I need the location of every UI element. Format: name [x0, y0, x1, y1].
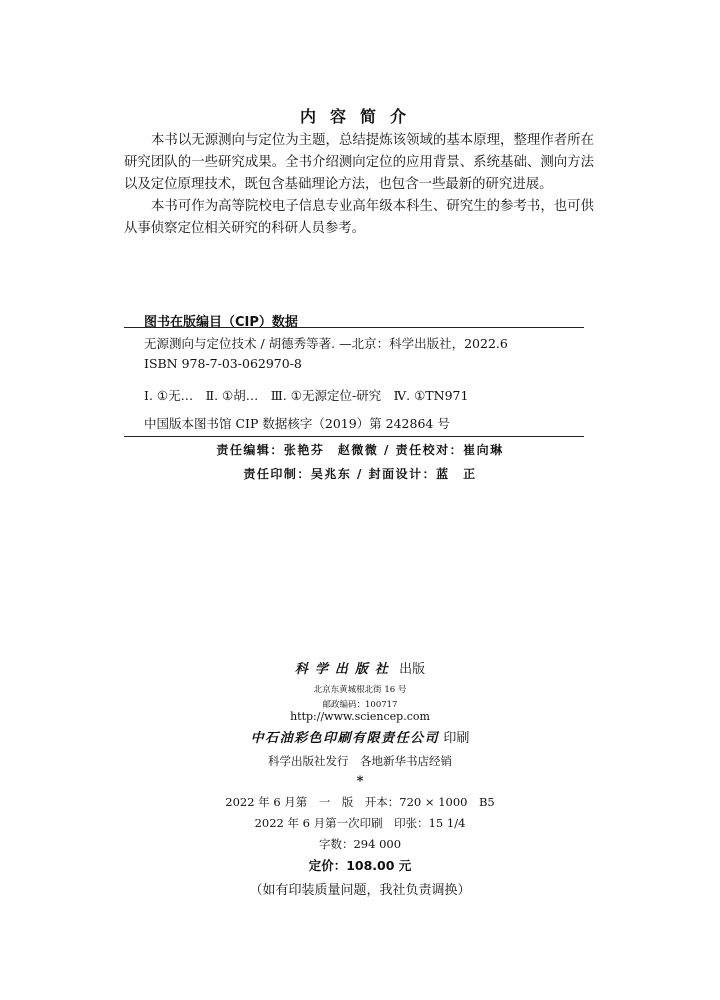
- page-title: 内容简介: [299, 107, 420, 126]
- intro-paragraph: 本书以无源测向与定位为主题，总结提炼该领域的基本原理，整理作者所在研究团队的一些研究成果。全书介绍测向定位的应用背景、系统基础、测向方法以及定位原理技术，既包含基础理论方法，也包含一些最新的研究进展。: [124, 133, 594, 192]
- printing-line: 2022 年 6 月第一次印刷 印张：15 1/4: [254, 816, 466, 830]
- publisher-suffix: 出版: [399, 662, 426, 677]
- publisher-name: 科学出版社: [294, 662, 395, 677]
- quality-notice: （如有印装质量问题，我社负责调换）: [249, 883, 471, 898]
- cip-title-line: 无源测向与定位技术 / 胡德秀等著. —北京：科学出版社，2022.6: [144, 336, 508, 351]
- printer-line: [0, 727, 720, 746]
- cip-isbn-line: ISBN 978-7-03-062970-8: [144, 356, 302, 371]
- publisher-postcode: 邮政编码：100717: [322, 700, 398, 710]
- price-line: 定价：108.00 元: [308, 858, 412, 873]
- intro-paragraph: 本书可作为高等院校电子信息专业高年级本科生、研究生的参考书，也可供从事侦察定位相关研究的科研人员参考。: [124, 199, 594, 236]
- intro-text: [124, 130, 594, 240]
- cip-heading: 图书在版编目（CIP）数据: [144, 315, 298, 330]
- distribution-line: 科学出版社发行 各地新华书店经销: [268, 754, 452, 768]
- editor-credits: 责任编辑：张艳芬 赵微微 / 责任校对：崔向琳: [216, 443, 504, 457]
- edition-line: 2022 年 6 月第 一 版 开本：720 × 1000 B5: [225, 795, 495, 809]
- publisher-address: 北京东黄城根北街 16 号: [313, 685, 407, 695]
- printer-suffix: 印刷: [443, 731, 470, 746]
- cip-data-box: [124, 327, 584, 437]
- cip-classification-line: Ⅰ. ①无… Ⅱ. ①胡… Ⅲ. ①无源定位-研究 Ⅳ. ①TN971: [144, 388, 469, 403]
- publisher-url: http://www.sciencep.com: [290, 710, 430, 723]
- wordcount-line: 字数：294 000: [318, 837, 402, 851]
- production-credits: 责任印制：吴兆东 / 封面设计：蓝 正: [243, 467, 477, 481]
- publisher-line: [0, 658, 720, 677]
- printer-name: 中石油彩色印刷有限责任公司: [250, 731, 440, 746]
- cip-record-line: 中国版本图书馆 CIP 数据核字（2019）第 242864 号: [144, 416, 450, 431]
- separator-star: *: [356, 774, 364, 789]
